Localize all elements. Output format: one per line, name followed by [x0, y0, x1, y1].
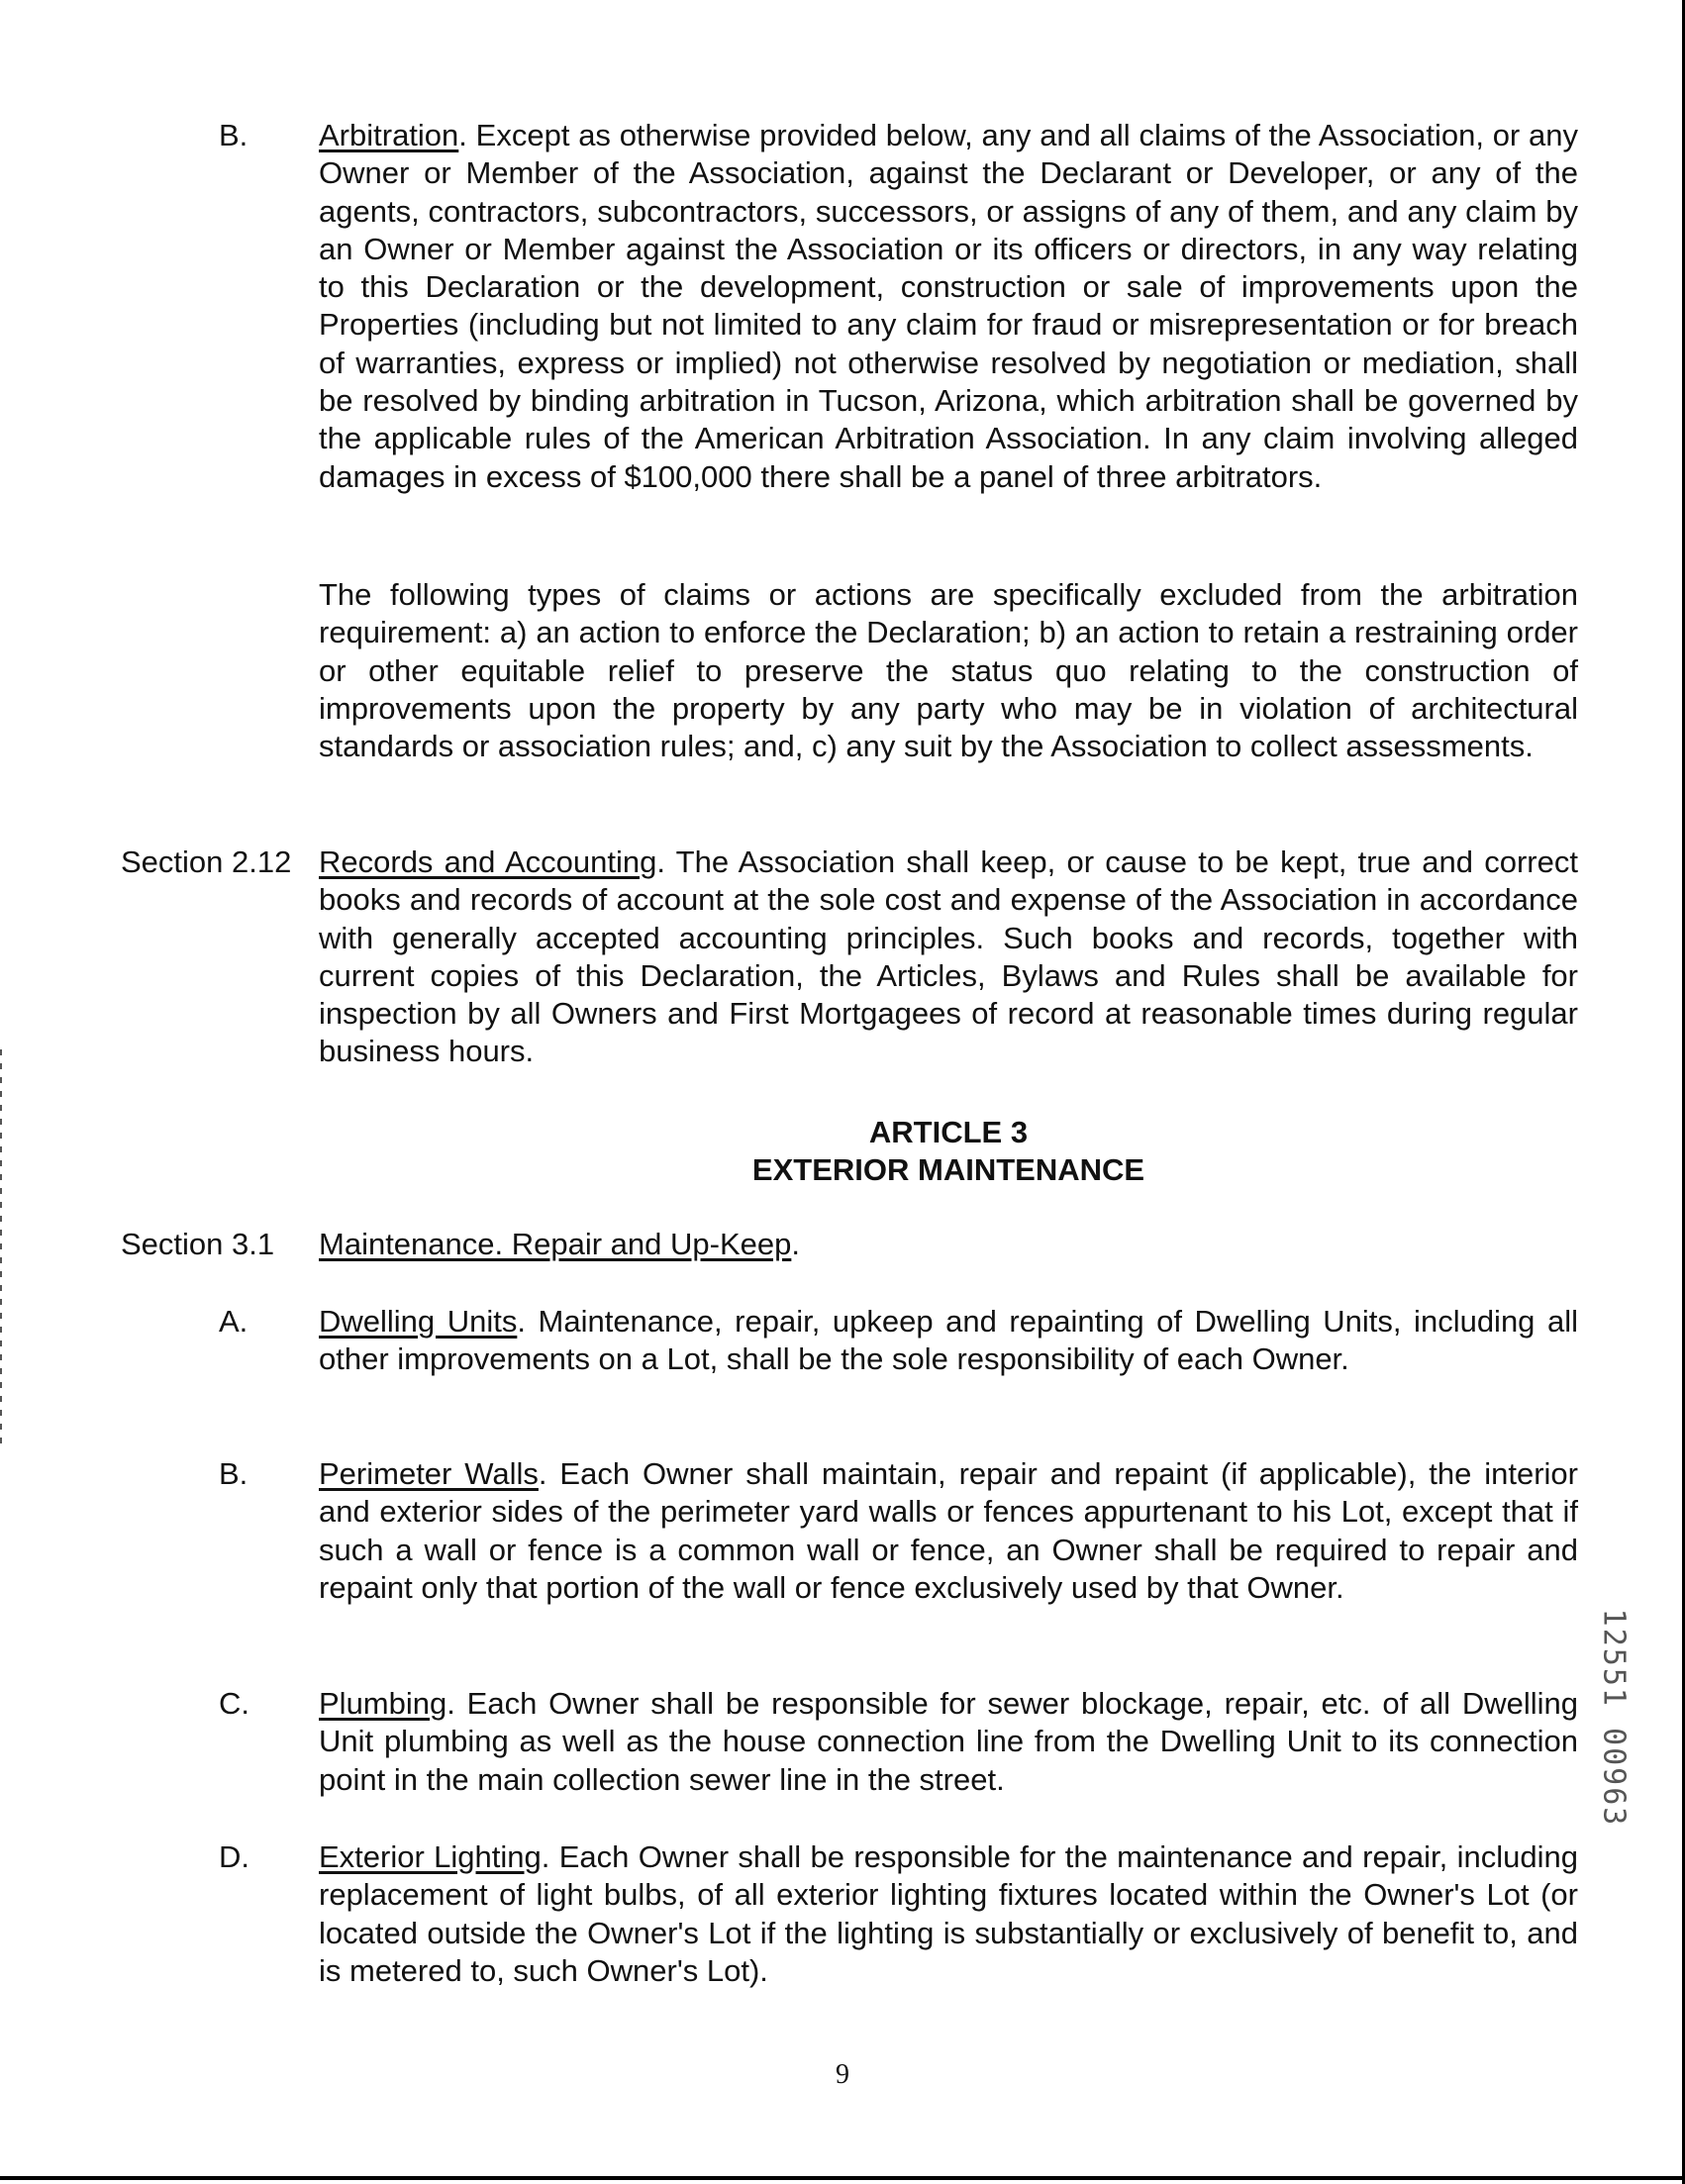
records-accounting-text: . The Association shall keep, or cause to be kept, true and correct books and records of account at the sole cost and expense of the Association in accordance with generally accepted accounting principles. Such books and records, together with current copies of this Declaration, the Articles, Bylaws and Rules shall be available for inspection by all Owners and First Mortgagees of record at reasonable times during regular business hours.: [319, 844, 1578, 1069]
plumbing-heading: Plumbing: [319, 1686, 447, 1721]
exterior-lighting-heading: Exterior Lighting: [319, 1839, 542, 1874]
exterior-lighting-text: . Each Owner shall be responsible for the maintenance and repair, including replacement of light bulbs, of all exterior lighting fixtures located within the Owner's Lot (or located outside the Owner's Lot if the lighting is substantially or exclusively of benefit to, and is metered to, such Owner's Lot).: [319, 1839, 1578, 1988]
perimeter-walls-text: . Each Owner shall maintain, repair and repaint (if applicable), the interior and exterior sides of the perimeter yard walls or fences appurtenant to his Lot, except that if such a wall or fence is a common wall or fence, an Owner shall be required to repair and repaint only that portion of the wall or fence exclusively used by that Owner.: [319, 1456, 1578, 1605]
dwelling-units-text: . Maintenance, repair, upkeep and repainting of Dwelling Units, including all other improvements on a Lot, shall be the sole responsibility of each Owner.: [319, 1304, 1578, 1377]
arbitration-heading: Arbitration: [319, 118, 459, 152]
plumbing-paragraph: [319, 1685, 1578, 1799]
article-number: ARTICLE 3: [868, 1115, 1029, 1149]
dwelling-units-heading: Dwelling Units: [319, 1304, 518, 1339]
dwelling-units-paragraph: [319, 1303, 1578, 1379]
recording-stamp-text: 12551 00963: [1596, 1608, 1632, 1828]
section-3-1-heading-line: [319, 1226, 1578, 1263]
scan-edge-left: [0, 1049, 2, 1445]
item-label-a: A.: [219, 1304, 248, 1339]
item-label-b-arbitration: B.: [219, 118, 248, 152]
perimeter-walls-heading: Perimeter Walls: [319, 1456, 539, 1491]
records-accounting-paragraph: [319, 844, 1578, 1071]
section-3-1-heading: Maintenance. Repair and Up-Keep: [319, 1227, 792, 1261]
arbitration-text: . Except as otherwise provided below, any and all claims of the Association, or any Owner or Member of the Association, against the Declarant or Developer, or any of the agents, contractors, subcontractors, successors, or assigns of any of them, and any claim by an Owner or Member against the Association or its officers or directors, in any way relating to this Declaration or the development, construction or sale of improvements upon the Properties (including but not limited to any claim for fraud or misrepresentation or for breach of warranties, express or implied) not otherwise resolved by negotiation or mediation, shall be resolved by binding arbitration in Tucson, Arizona, which arbitration shall be governed by the applicable rules of the American Arbitration Association. In any claim involving alleged damages in excess of $100,000 there shall be a panel of three arbitrators.: [319, 118, 1578, 494]
item-label-b: B.: [219, 1456, 248, 1491]
arbitration-paragraph: [319, 117, 1578, 496]
exclusions-paragraph: The following types of claims or actions are specifically excluded from the arbitration requirement: a) an action to enforce the Declaration; b) an action to retain a restraining order or other equitable relief to preserve the status quo relating to the construction of improvements upon the property by any party who may be in violation of architectural standards or association rules; and, c) any suit by the Association to collect assessments.: [319, 577, 1578, 764]
item-label-c: C.: [219, 1686, 249, 1721]
page-number: 9: [836, 2059, 849, 2090]
article-title: EXTERIOR MAINTENANCE: [751, 1152, 1145, 1187]
plumbing-text: . Each Owner shall be responsible for sewer blockage, repair, etc. of all Dwelling Unit plumbing as well as the house connection line from the Dwelling Unit to its connection point in the main collection sewer line in the street.: [319, 1686, 1578, 1797]
records-accounting-heading: Records and Accounting: [319, 844, 657, 879]
exterior-lighting-paragraph: [319, 1838, 1578, 1990]
scan-border-bottom: [0, 2176, 1685, 2180]
section-3-1-period: .: [791, 1227, 800, 1261]
recording-stamp: [1584, 1584, 1643, 1851]
section-2-12-label: Section 2.12: [121, 844, 292, 879]
section-3-1-label: Section 3.1: [121, 1227, 275, 1261]
perimeter-walls-paragraph: [319, 1455, 1578, 1607]
item-label-d: D.: [219, 1839, 249, 1874]
